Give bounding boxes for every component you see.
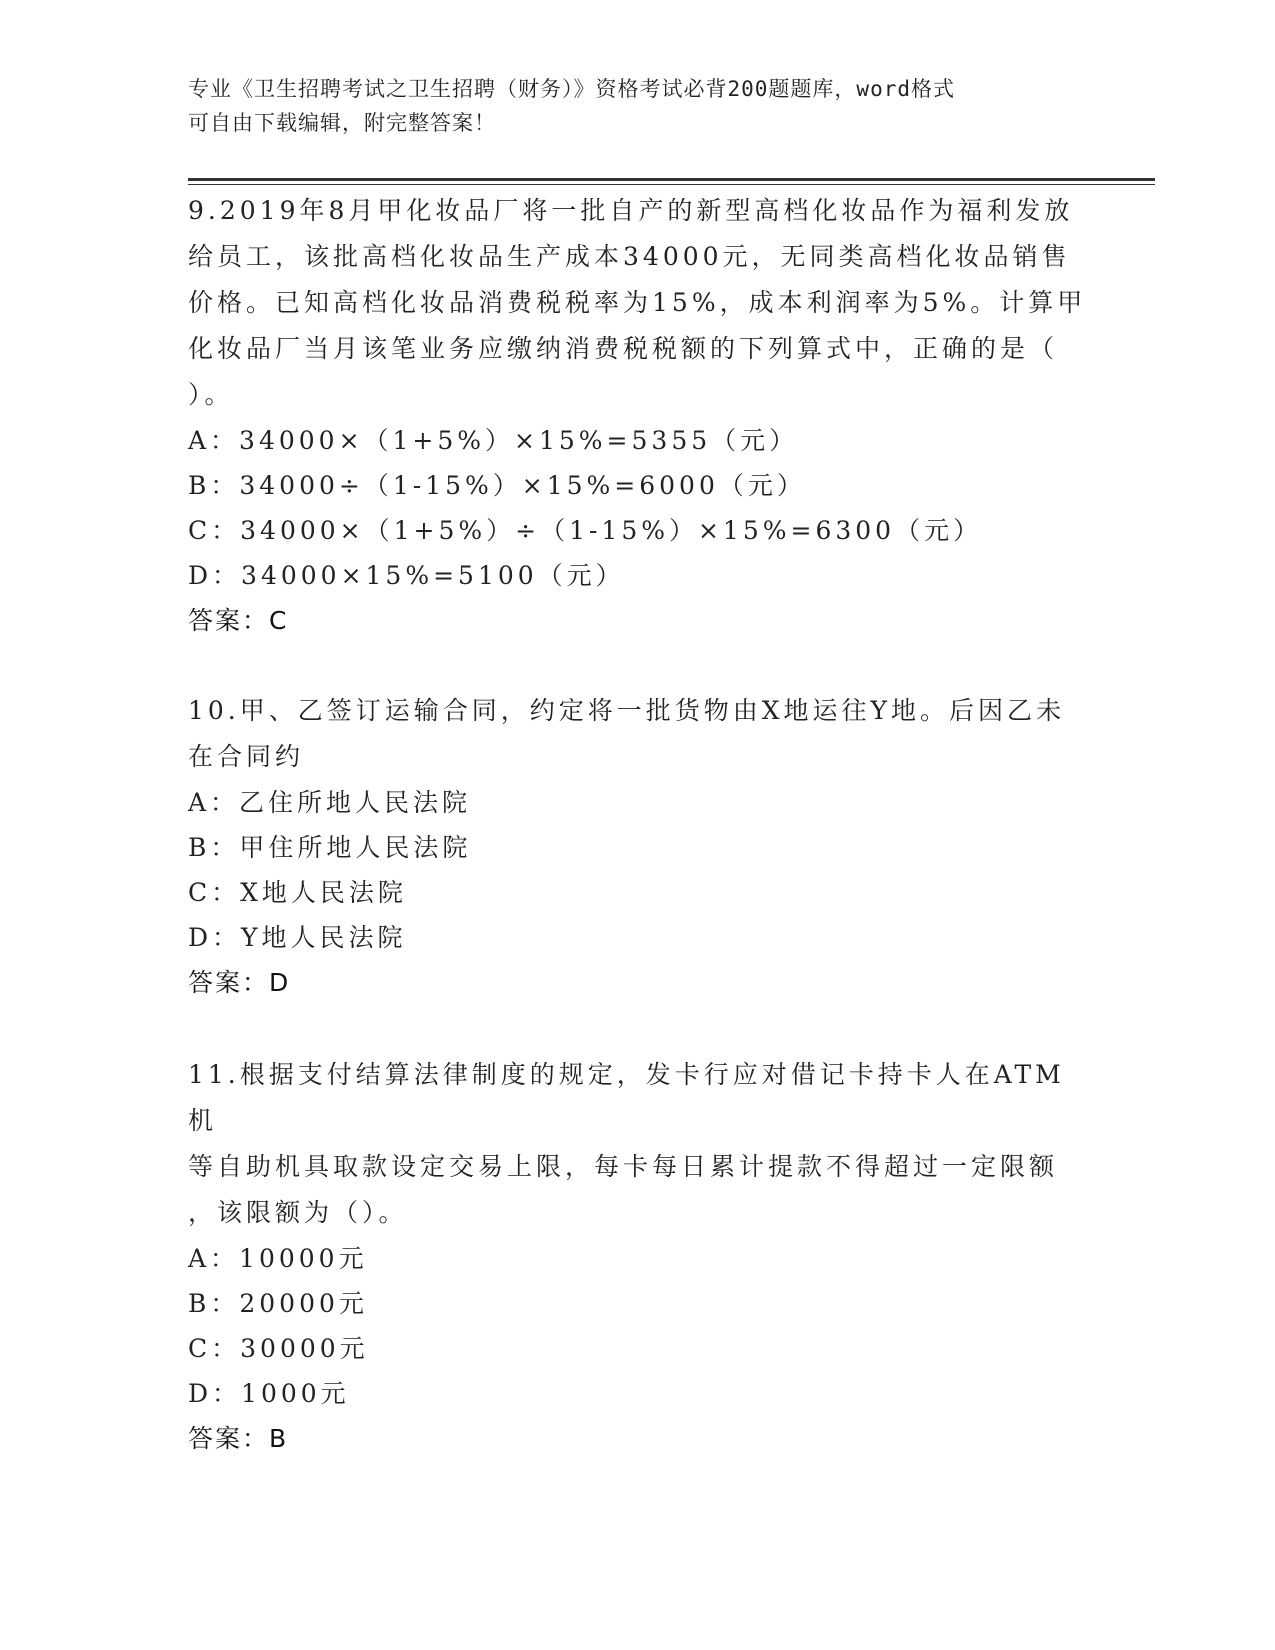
question-10 [188, 688, 1088, 1006]
option-a: A：乙住所地人民法院 [188, 788, 472, 817]
question-stem-line: 在合同约 [188, 742, 305, 771]
option-a: A：34000×（1+5%）×15%=5355（元） [188, 426, 799, 455]
answer-label: 答案：D [188, 968, 291, 997]
option-b: B：20000元 [188, 1289, 368, 1318]
option-a: A：10000元 [188, 1244, 368, 1273]
question-stem-line: ，该限额为（）。 [188, 1198, 408, 1227]
question-stem-line: ）。 [188, 380, 234, 409]
question-11 [188, 1052, 1088, 1462]
answer-label: 答案：C [188, 606, 289, 635]
answer-label: 答案：B [188, 1424, 289, 1453]
document-header [188, 72, 1068, 140]
option-c: C：X地人民法院 [188, 878, 407, 907]
question-stem-line: 给员工，该批高档化妆品生产成本34000元，无同类高档化妆品销售 [188, 242, 1071, 271]
option-c: C：34000×（1+5%）÷（1-15%）×15%=6300（元） [188, 516, 983, 545]
question-stem-line: 11.根据支付结算法律制度的规定，发卡行应对借记卡持卡人在ATM机 [188, 1060, 1065, 1135]
question-stem-line: 价格。已知高档化妆品消费税税率为15%，成本利润率为5%。计算甲 [188, 288, 1087, 317]
question-stem-line: 10.甲、乙签订运输合同，约定将一批货物由X地运往Y地。后因乙未 [188, 696, 1066, 725]
question-stem-line: 化妆品厂当月该笔业务应缴纳消费税税额的下列算式中，正确的是（ [188, 334, 1059, 363]
header-line-1: 专业《卫生招聘考试之卫生招聘（财务）》资格考试必背200题题库，word格式 [188, 77, 955, 101]
header-divider-thick [188, 178, 1155, 181]
header-line-2: 可自由下载编辑，附完整答案！ [188, 111, 496, 135]
option-d: D：1000元 [188, 1379, 350, 1408]
option-b: B：34000÷（1-15%）×15%=6000（元） [188, 471, 806, 500]
option-d: D：Y地人民法院 [188, 923, 407, 952]
header-divider-thin [188, 184, 1155, 185]
question-stem-line: 9.2019年8月甲化妆品厂将一批自产的新型高档化妆品作为福利发放 [188, 196, 1074, 225]
option-c: C：30000元 [188, 1334, 369, 1363]
option-b: B：甲住所地人民法院 [188, 833, 472, 862]
question-stem-line: 等自助机具取款设定交易上限，每卡每日累计提款不得超过一定限额 [188, 1152, 1059, 1181]
option-d: D：34000×15%=5100（元） [188, 561, 625, 590]
question-9 [188, 188, 1088, 644]
